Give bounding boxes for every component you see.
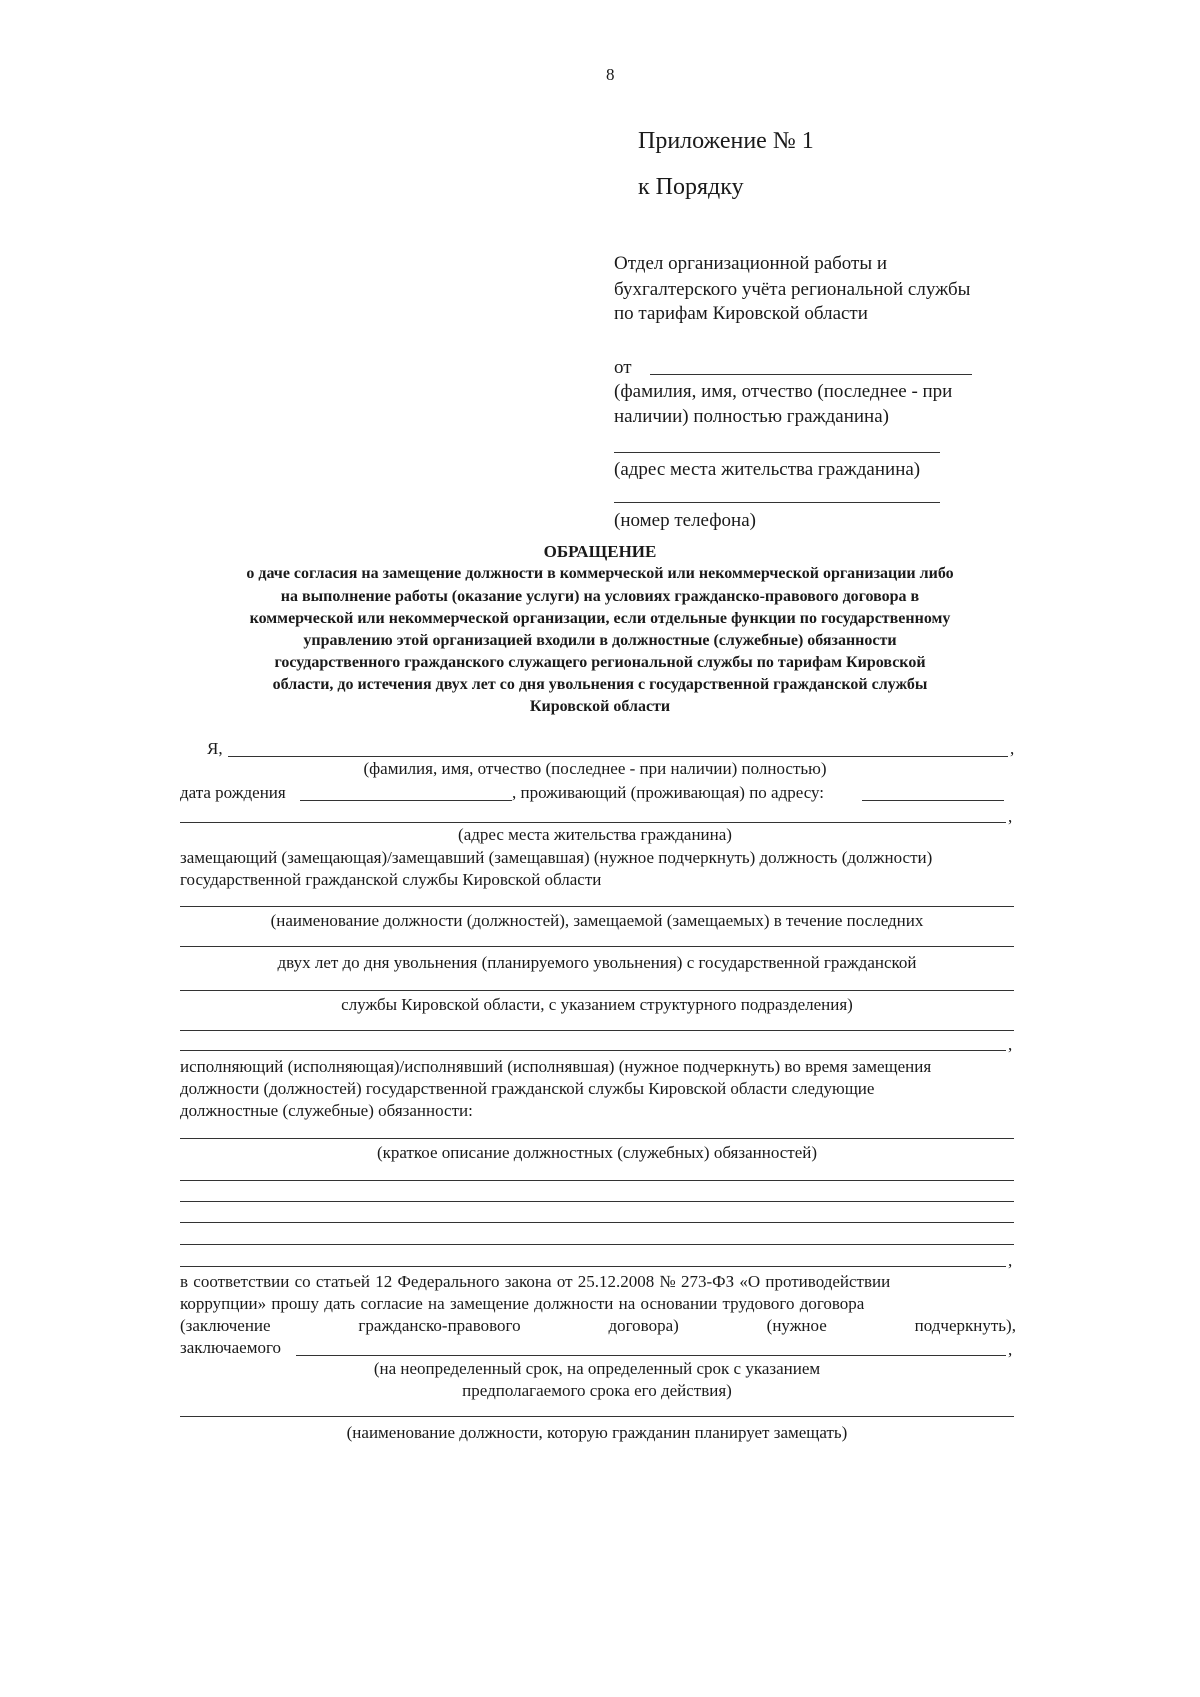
phone-hint: (номер телефона) <box>614 510 756 531</box>
concluded-blank <box>296 1355 1006 1356</box>
living-address-blank <box>862 800 1004 801</box>
duties-line-2 <box>180 1078 1016 1100</box>
phone-blank <box>614 502 940 503</box>
duties-blank-3 <box>180 1201 1014 1202</box>
from-label: от <box>614 357 632 378</box>
position-hint-3: службы Кировской области, с указанием структурного подразделения) <box>341 995 853 1014</box>
law-word-2: гражданско-правового <box>358 1316 521 1335</box>
birth-date-blank <box>300 800 512 801</box>
duties-text-2-content: должности (должностей) государственной гражданской службы Кировской области следующие <box>180 1079 875 1098</box>
law-line-3-words <box>180 1315 1016 1337</box>
position-blank-5 <box>180 1050 1006 1051</box>
address-blank <box>614 452 940 453</box>
from-fio-blank <box>650 374 972 375</box>
address-line-blank <box>180 822 1006 823</box>
fio-blank <box>228 756 1008 757</box>
law-line-2: коррупции» прошу дать согласие на замещение должности на основании трудового договора <box>180 1294 865 1313</box>
holding-text-1-content: замещающий (замещающая)/замещавший (замещавшая) (нужное подчеркнуть) должность (должности) <box>180 848 933 867</box>
fio-hint: (фамилия, имя, отчество (последнее - при наличии) полностью) <box>363 759 827 778</box>
concluded-comma: , <box>1008 1340 1013 1359</box>
addressee-line-2: бухгалтерского учёта региональной службы <box>614 279 971 300</box>
appendix-subtitle: к Порядку <box>638 174 744 200</box>
fio-hint-1: (фамилия, имя, отчество (последнее - при <box>614 381 953 402</box>
law-line-3 <box>180 1315 1016 1337</box>
document-title: ОБРАЩЕНИЕ <box>543 542 657 561</box>
living-label: , проживающий (проживающая) по адресу: <box>512 783 825 802</box>
position-blank-2 <box>180 946 1014 947</box>
fio-comma: , <box>1010 739 1015 758</box>
law-word-4: (нужное <box>766 1316 827 1335</box>
holding-text-1 <box>180 847 1016 869</box>
duties-hint: (краткое описание должностных (служебных) обязанностей) <box>376 1143 818 1162</box>
address-line-hint: (адрес места жительства гражданина) <box>458 825 732 844</box>
fio-hint-2: наличии) полностью гражданина) <box>614 406 889 427</box>
position-comma: , <box>1008 1035 1013 1054</box>
title-line-5: государственного гражданского служащего региональной службы по тарифам Кировской <box>274 654 926 671</box>
term-hint-1: (на неопределенный срок, на определенный срок с указанием <box>373 1359 821 1378</box>
law-word-3: договора) <box>608 1316 679 1335</box>
addressee-line-1: Отдел организационной работы и <box>614 253 888 274</box>
duties-blank-5 <box>180 1244 1014 1245</box>
title-line-4: управлению этой организацией входили в должностные (служебные) обязанности <box>303 632 897 649</box>
duties-line-3: должностные (служебные) обязанности: <box>180 1101 473 1120</box>
title-line-1: о даче согласия на замещение должности в коммерческой или некоммерческой организации либо <box>246 565 954 582</box>
position-hint-2: двух лет до дня увольнения (планируемого увольнения) с государственной гражданской <box>277 953 917 972</box>
planned-position-blank <box>180 1416 1014 1417</box>
term-hint-2: предполагаемого срока его действия) <box>462 1381 732 1400</box>
title-line-2: на выполнение работы (оказание услуги) на условиях гражданско-правового договора в <box>280 588 920 605</box>
position-blank-4 <box>180 1030 1014 1031</box>
duties-line-1: исполняющий (исполняющая)/исполнявший (исполнявшая) (нужное подчеркнуть) во время замещения <box>180 1057 932 1076</box>
page-number: 8 <box>606 65 615 84</box>
position-blank-1 <box>180 906 1014 907</box>
title-line-6: области, до истечения двух лет со дня увольнения с государственной гражданской службы <box>272 676 928 693</box>
concluded-label: заключаемого <box>180 1338 282 1357</box>
law-word-1: (заключение <box>180 1316 271 1335</box>
position-hint-1: (наименование должности (должностей), замещаемой (замещаемых) в течение последних <box>270 911 924 930</box>
i-label: Я, <box>207 739 223 758</box>
duties-comma: , <box>1008 1251 1013 1270</box>
duties-blank-1 <box>180 1138 1014 1139</box>
duties-blank-2 <box>180 1180 1014 1181</box>
planned-position-hint: (наименование должности, которую гражданин планирует замещать) <box>346 1423 848 1442</box>
birth-date-label: дата рождения <box>180 783 286 802</box>
position-blank-3 <box>180 990 1014 991</box>
law-word-5: подчеркнуть), <box>914 1316 1016 1335</box>
address-hint: (адрес места жительства гражданина) <box>614 459 921 480</box>
title-line-7: Кировской области <box>529 698 671 715</box>
title-line-3: коммерческой или некоммерческой организации, если отдельные функции по государственному <box>249 610 951 627</box>
law-line-1: в соответствии со статьей 12 Федерального закона от 25.12.2008 № 273-ФЗ «О противодействии <box>180 1272 891 1291</box>
duties-text-2 <box>180 1078 1016 1100</box>
appendix-title: Приложение № 1 <box>638 128 814 154</box>
holding-line-2: государственной гражданской службы Кировской области <box>180 870 602 889</box>
duties-blank-6 <box>180 1266 1006 1267</box>
address-comma: , <box>1008 807 1013 826</box>
holding-line-1 <box>180 847 1016 869</box>
addressee-line-3: по тарифам Кировской области <box>614 303 868 324</box>
duties-blank-4 <box>180 1222 1014 1223</box>
